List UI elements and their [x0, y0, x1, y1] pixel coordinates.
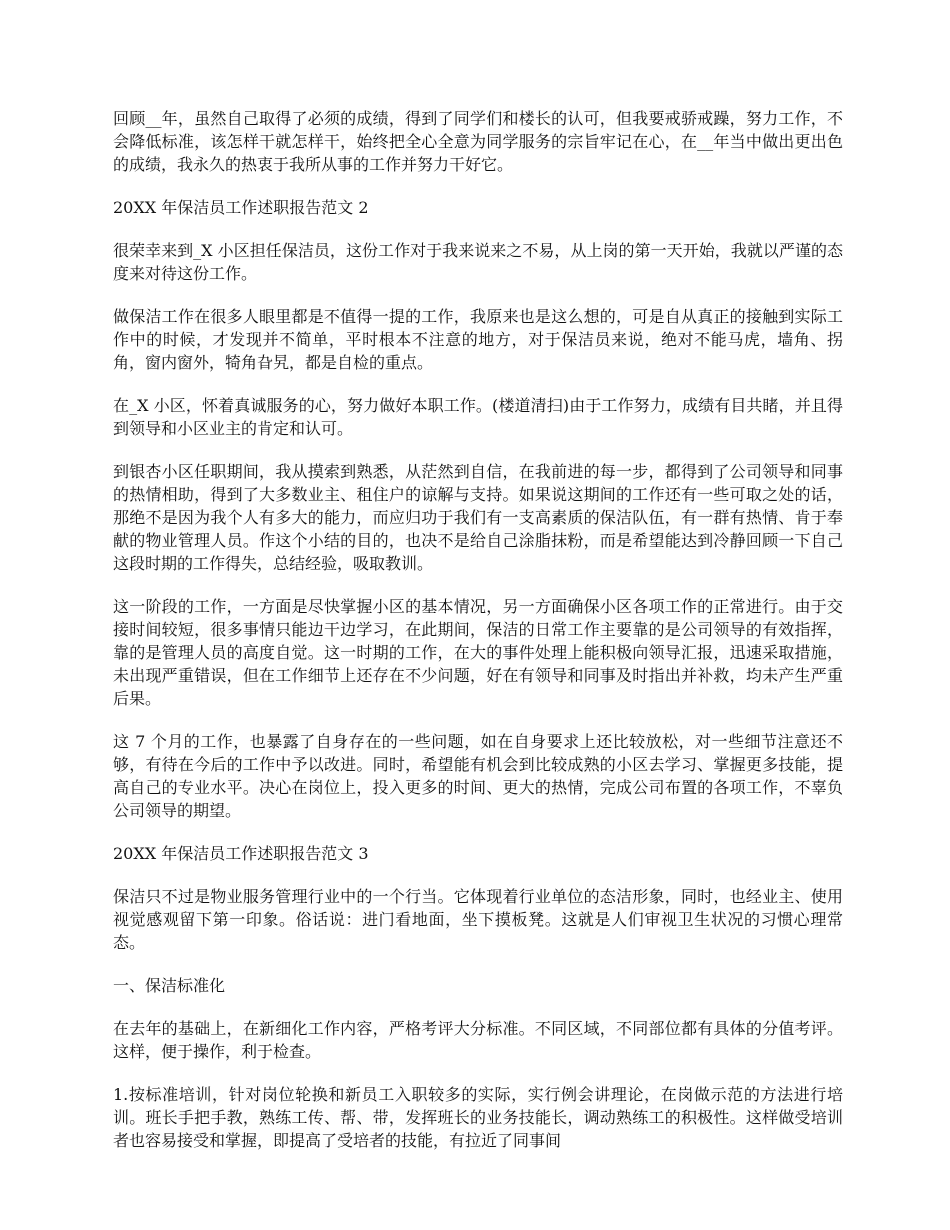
paragraph-community-service: 在_X 小区，怀着真诚服务的心，努力做好本职工作。(楼道清扫)由于工作努力，成绩有目共睹，并且得到领导和小区业主的肯定和认可。 — [113, 396, 843, 438]
section-heading-2: 20XX 年保洁员工作述职报告范文 2 — [113, 198, 369, 217]
paragraph-training: 1.按标准培训，针对岗位轮换和新员工入职较多的实际，实行例会讲理论，在岗做示范的方法进行培训。班长手把手教，熟练工传、帮、带，发挥班长的业务技能长，调动熟练工的积极性。这样做受培训者也容易接受和掌握，即提高了受培者的技能，有拉近了同事间 — [113, 1085, 843, 1150]
paragraph-review-summary: 回顾__年，虽然自己取得了必须的成绩，得到了同学们和楼长的认可，但我要戒骄戒躁，努力工作，不会降低标准，该怎样干就怎样干，始终把全心全意为同学服务的宗旨牢记在心，在__年当中做出更出色的成绩，我永久的热衷于我所从事的工作并努力干好它。 — [113, 109, 843, 174]
paragraph-tenure: 到银杏小区任职期间，我从摸索到熟悉，从茫然到自信，在我前进的每一步，都得到了公司领导和同事的热情相助，得到了大多数业主、租住户的谅解与支持。如果说这期间的工作还有一些可取之处的话，那绝不是因为我个人有多大的能力，而应归功于我们有一支高素质的保洁队伍，有一群有热情、肯于奉献的物业管理人员。作这个小结的目的，也决不是给自己涂脂抹粉，而是希望能达到冷静回顾一下自己这段时期的工作得失，总结经验，吸取教训。 — [113, 462, 843, 573]
paragraph-standards: 在去年的基础上，在新细化工作内容，严格考评大分标准。不同区域，不同部位都有具体的分值考评。这样，便于操作，利于检查。 — [113, 1019, 843, 1061]
paragraph-seven-months: 这 7 个月的工作，也暴露了自身存在的一些问题，如在自身要求上还比较放松，对一些细节注意还不够，有待在今后的工作中予以改进。同时，希望能有机会到比较成熟的小区去学习、掌握更多技能，提高自己的专业水平。决心在岗位上，投入更多的时间、更大的热情，完成公司布置的各项工作，不辜负公司领导的期望。 — [113, 732, 843, 820]
paragraph-cleaning-overview: 保洁只不过是物业服务管理行业中的一个行当。它体现着行业单位的态洁形象，同时，也经业主、使用视觉感观留下第一印象。俗话说：进门看地面，坐下摸板凳。这就是人们审视卫生状况的习惯心理常态。 — [113, 887, 843, 952]
paragraph-intro: 很荣幸来到_X 小区担任保洁员，这份工作对于我来说来之不易，从上岗的第一天开始，我就以严谨的态度来对待这份工作。 — [113, 241, 843, 283]
section-heading-3: 20XX 年保洁员工作述职报告范文 3 — [113, 844, 369, 863]
paragraph-work-perception: 做保洁工作在很多人眼里都是不值得一提的工作，我原来也是这么想的，可是自从真正的接触到实际工作中的时候，才发现并不简单，平时根本不注意的地方，对于保洁员来说，绝对不能马虎，墙角、拐角，窗内窗外，犄角旮旯，都是自检的重点。 — [113, 307, 843, 372]
subheading-standardization: 一、保洁标准化 — [113, 976, 226, 995]
paragraph-phase-work: 这一阶段的工作，一方面是尽快掌握小区的基本情况，另一方面确保小区各项工作的正常进行。由于交接时间较短，很多事情只能边干边学习，在此期间，保洁的日常工作主要靠的是公司领导的有效指挥，靠的是管理人员的高度自觉。这一时期的工作，在大的事件处理上能积极向领导汇报，迅速采取措施，未出现严重错误，但在工作细节上还存在不少问题，好在有领导和同事及时指出并补救，均未产生严重后果。 — [113, 597, 843, 708]
document-body — [113, 107, 843, 1172]
